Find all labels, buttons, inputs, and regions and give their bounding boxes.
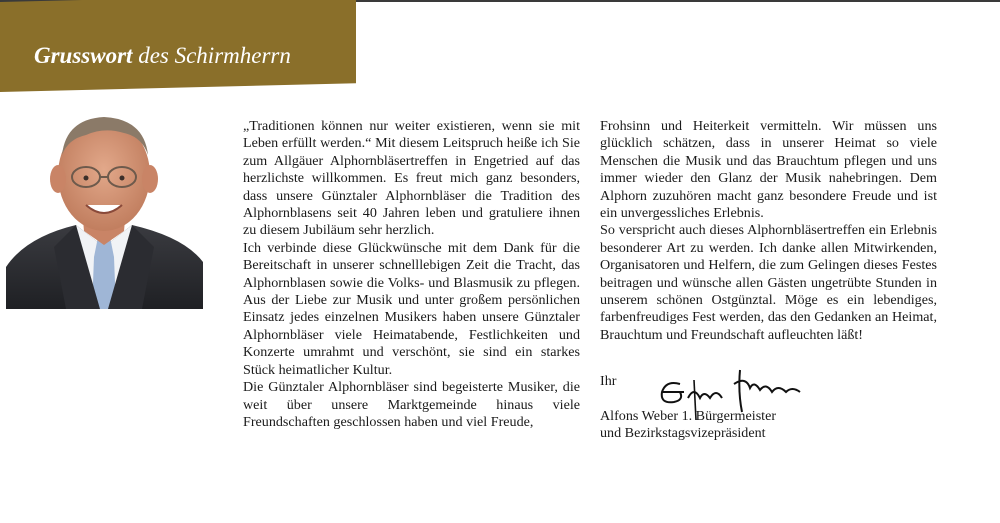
body-column-right — [600, 118, 937, 344]
paragraph: „Traditionen können nur weiter existieren, wenn sie mit Leben erfüllt werden.“ Mit diesem Leitspruch heiße ich Sie zum Allgäuer Alphornbläsertreffen in Engetried auf das herzlichste willkommen. Es freut mich ganz besonders, dass unsere Günztaler Alphornbläser die Tradition des Alphornblasens seit 40 Jahren leben und gratuliere ihnen zu diesem Jubiläum sehr herzlich. — [243, 118, 580, 239]
portrait-icon — [6, 97, 203, 309]
title-rest: des Schirmherrn — [132, 43, 291, 68]
signer-name: Alfons Weber 1. Bürgermeister — [600, 408, 777, 424]
page-title — [34, 43, 291, 69]
signer-block — [600, 408, 840, 443]
portrait-photo — [6, 97, 203, 309]
paragraph: Ich verbinde diese Glückwünsche mit dem Dank für die Bereitschaft in unserer schnelllebigen Zeit die Tracht, das Alphornblasen sowie die Volks- und Blasmusik zu pflegen. Aus der Liebe zur Musik und unter großem persönlichen Einsatz jedes einzelnen Musikers haben unsere Günztaler Alphornbläser viele Heimatabende, Festlichkeiten und Konzerte umrahmt und verschönt, sie sind ein starkes Stück heimatlicher Kultur. — [243, 239, 580, 378]
paragraph: So verspricht auch dieses Alphornbläsertreffen ein Erlebnis besonderer Art zu werden. Ich danke allen Mitwirkenden, Organisatoren und Helfern, die zum Gelingen dieses Festes beitragen und wünsche allen Gästen ungetrübte Stunden in unserem schönen Ostgünztal. Möge es ein lebendiges, farbenfreudiges Fest werden, das den Gedanken an Heimat, Brauchtum und Freundschaft aufleuchten läßt! — [600, 222, 937, 343]
paragraph: Die Günztaler Alphornbläser sind begeisterte Musiker, die weit über unsere Marktgemeinde hinaus viele Freundschaften geschlossen haben und viel Freude, — [243, 379, 580, 430]
signoff: Ihr — [600, 373, 617, 389]
signer-role: und Bezirkstagsvizepräsident — [600, 425, 766, 442]
title-bold: Grusswort — [34, 43, 133, 68]
paragraph: Frohsinn und Heiterkeit vermitteln. Wir müssen uns glücklich schätzen, dass in unserer Heimat so viele Menschen die Musik und das Brauchtum pflegen und uns immer wieder den Glanz der Musik nahebringen. Dem Alphorn zuzuhören macht ganz besondere Freude und ist ein unvergessliches Erlebnis. — [600, 118, 937, 222]
body-column-left — [243, 118, 580, 431]
